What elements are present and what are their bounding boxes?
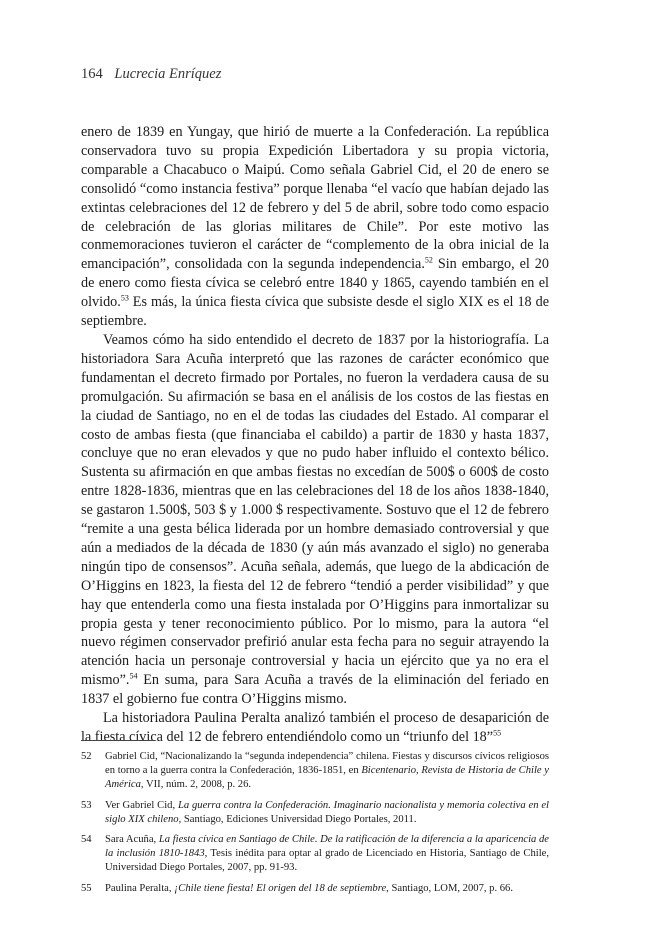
text-run: enero de 1839 en Yungay, que hirió de muerte a la Confederación. La república conservadora tuvo su propia Expedición Libertadora y su propia victoria, comparable a Chacabuco o Maipú. Como señala Gabriel Cid, el 20 de enero se consolidó “como instancia festiva” porque llenaba “el vacío que habían dejado las extintas celebraciones del 12 de febrero y del 5 de abril, sobre todo como espacio de celebración de las glorias militares de Chile”. Por este motivo las conmemoraciones tuvieron el carácter de “complemento de la obra inicial de la emancipación”, consolidada con la segunda independencia. [81,124,549,273]
footnote-ref: 54 [129,671,138,681]
italic-text: Bicentenario, Revista de Historia de Chile y América [105,765,549,791]
body-paragraph [81,123,549,331]
footnote-ref: 53 [120,293,129,303]
footnote-number: 55 [81,882,92,894]
italic-text: La guerra contra la Confederación. Imaginario nacionalista y memoria colectiva en el siglo XIX chileno [105,799,550,825]
footnote [81,750,549,793]
body-paragraph [81,331,549,709]
running-head-author: Lucrecia Enríquez [114,66,222,82]
italic-text: La fiesta cívica en Santiago de Chile. De la ratificación de la diferencia a la aparicencia de la inclusión 1810-1843 [105,834,549,860]
running-header [81,66,221,83]
text-run: , Santiago, Ediciones Universidad Diego Portales, 2011. [178,813,417,825]
footnote-separator [81,740,155,741]
text-run: Es más, la única fiesta cívica que subsiste desde el siglo XIX es el 18 de septiembre. [81,294,549,330]
footnotes [81,750,549,902]
footnote-text [105,882,549,896]
footnote [81,882,549,896]
page-number: 164 [81,66,103,82]
text-run: En suma, para Sara Acuña a través de la eliminación del feriado en 1837 el gobierno fue contra O’Higgins mismo. [81,672,549,708]
text-run: Veamos cómo ha sido entendido el decreto de 1837 por la historiografía. La historiadora Sara Acuña interpretó que las razones de carácter económico que fundamentan el decreto firmado por Portales, no fueron la verdadera causa de su promulgación. Su afirmación se basa en el análisis de los costos de las fiestas en la ciudad de Santiago, no en el de todas las ciudades del Estado. Al comparar el costo de ambas fiesta (que financiaba el cabildo) a partir de 1830 y hasta 1837, concluye que no eran elevados y que no pudo haber influido el contexto bélico. Sustenta su afirmación en que ambas fiestas no excedían de 500$ o 600$ de costo entre 1828-1836, mientras que en las celebraciones del 18 de los años 1838-1840, se gastaron 1.500$, 503 $ y 1.000 $ respectivamente. Sostuvo que el 12 de febrero “remite a una gesta bélica liderada por un hombre demasiado controversial y que aún a mediados de la década de 1830 (y aún más avanzado el siglo) no generaba ningún tipo de consensos”. Acuña señala, además, que luego de la abdicación de O’Higgins en 1823, la fiesta del 12 de febrero “tendió a perder visibilidad” y que hay que entenderla como una fiesta instalada por O’Higgins para inmortalizar su propia gesta y tener reconocimiento público. Por lo mismo, para la autora “el nuevo régimen conservador prefirió anular esta fecha para no seguir atrayendo la atención hacia un personaje controversial y hacia un ejército que ya no era el mismo”. [81,331,549,689]
text-run: Paulina Peralta, [105,882,175,894]
footnote-number: 52 [81,751,92,762]
footnote-number: 53 [81,799,92,811]
italic-text: ¡Chile tiene fiesta! El origen del 18 de septiembre [174,882,387,894]
text-run: Sin embargo, el 20 de enero como fiesta cívica se celebró entre 1840 y 1865, cayendo también en el olvido. [81,256,549,311]
footnote [81,833,549,876]
body-text [81,123,549,747]
text-run: Gabriel Cid, “Nacionalizando la “segunda independencia” chilena. Fiestas y discursos cívicos religiosos en torno a la guerra contra la Confederación, 1836-1851, en [105,751,549,777]
footnote-ref: 52 [424,255,433,265]
footnote [81,799,549,827]
text-run: , Tesis inédita para optar al grado de Licenciado en Historia, Santiago de Chile, Universidad Diego Portales, 2007, pp. 91-93. [105,848,549,874]
text-run: , Santiago, LOM, 2007, p. 66. [386,882,513,894]
footnote-text [105,750,549,793]
text-run: Ver Gabriel Cid, [105,799,178,811]
text-run: , VII, núm. 2, 2008, p. 26. [140,779,252,791]
body-paragraph [81,709,549,747]
text-run: Sara Acuña, [105,834,159,846]
footnote-text [105,799,549,827]
footnote-text [105,833,549,876]
footnote-number: 54 [81,834,92,846]
footnote-ref: 55 [493,728,502,738]
text-run: La historiadora Paulina Peralta analizó también el proceso de desaparición de la fiesta cívica del 12 de febrero entendiéndolo como un “triunfo del 18” [81,710,549,745]
